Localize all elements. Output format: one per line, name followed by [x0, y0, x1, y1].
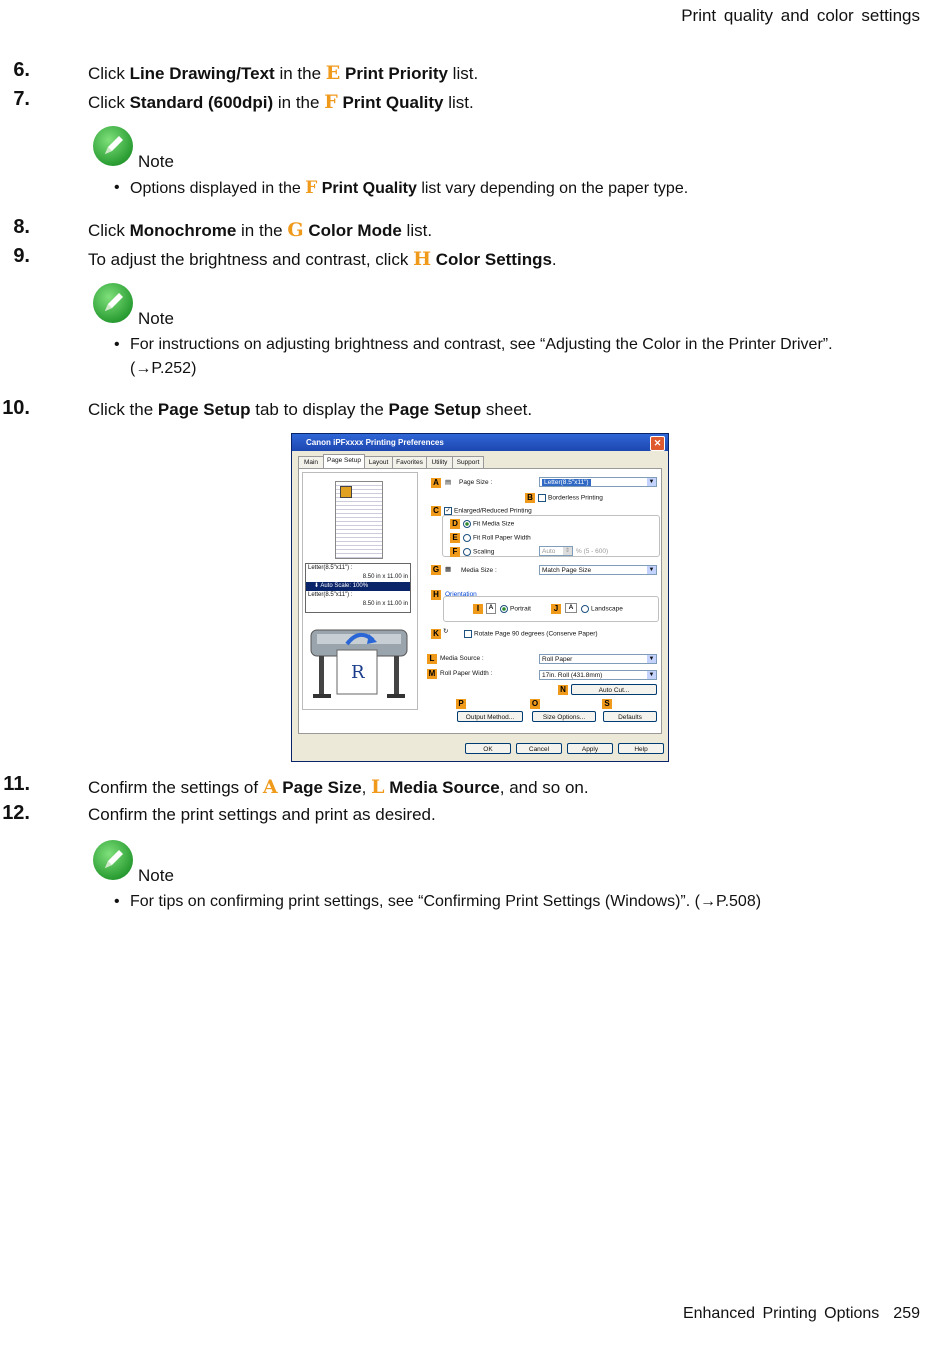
- down-arrow-icon: ⬇: [314, 583, 320, 589]
- callout-g: G: [432, 565, 440, 574]
- tab-page-setup[interactable]: Page Setup: [323, 454, 365, 468]
- callout-h: H: [431, 590, 441, 600]
- chevron-down-icon: ▼: [648, 656, 655, 662]
- callout-o: O: [531, 699, 539, 708]
- tab-main[interactable]: Main: [298, 456, 324, 468]
- note-pencil-icon: [93, 283, 133, 323]
- callout-n: N: [558, 685, 568, 695]
- note-label: Note: [138, 152, 174, 171]
- scaling-range: % (5 - 600): [576, 548, 609, 555]
- printer-illustration-icon: [307, 620, 411, 704]
- preview-pane: [302, 472, 418, 710]
- media-source-select[interactable]: Roll Paper ▼: [539, 654, 657, 664]
- landscape-icon: A: [565, 603, 577, 613]
- callout-k: K: [431, 629, 441, 639]
- svg-text:R: R: [351, 662, 365, 683]
- rotate-page-checkbox[interactable]: Rotate Page 90 degrees (Conserve Paper): [464, 630, 598, 638]
- step-number: 9.: [13, 245, 30, 267]
- enlarged-reduced-checkbox[interactable]: ✓ Enlarged/Reduced Printing: [445, 507, 532, 515]
- portrait-icon: A: [486, 603, 496, 614]
- step-number: 10.: [2, 397, 30, 419]
- auto-scale-row: ⬇ Auto Scale: 100%: [306, 582, 410, 591]
- auto-cut-button[interactable]: Auto Cut...: [571, 684, 657, 695]
- printing-preferences-dialog: [291, 433, 669, 762]
- key-letter: A: [262, 776, 278, 798]
- cancel-button[interactable]: Cancel: [516, 743, 562, 754]
- ok-button[interactable]: OK: [465, 743, 511, 754]
- chevron-down-icon: ▼: [648, 567, 655, 573]
- tab-support[interactable]: Support: [452, 456, 484, 468]
- page-size-label: Page Size :: [459, 479, 493, 486]
- scaling-input[interactable]: Auto ⇕: [539, 546, 573, 556]
- preview-info-box: Letter(8.5"x11") : 8.50 in x 11.00 in ⬇ Auto Scale: 100% Letter(8.5"x11") : 8.50 in x 11.00 in: [305, 563, 411, 613]
- chevron-down-icon: ▼: [648, 672, 655, 678]
- callout-c: C: [431, 506, 441, 516]
- footer-section: Enhanced Printing Options: [682, 1305, 880, 1322]
- callout-s: S: [602, 699, 612, 709]
- key-letter: H: [413, 248, 432, 270]
- dialog-title: Canon iPFxxxx Printing Preferences: [306, 438, 444, 447]
- callout-j: J: [551, 604, 561, 614]
- callout-a: A: [431, 478, 441, 488]
- help-button[interactable]: Help: [618, 743, 664, 754]
- size-options-button[interactable]: Size Options...: [532, 711, 596, 722]
- roll-width-select[interactable]: 17in. Roll (431.8mm) ▼: [539, 670, 657, 680]
- running-footer: [683, 1305, 920, 1323]
- step-text: Confirm the print settings and print as desired.: [88, 805, 436, 824]
- step-text: Click Line Drawing/Text in the E Print Priority list.: [88, 62, 479, 84]
- step-text: Confirm the settings of A Page Size, L Media Source, and so on.: [88, 776, 589, 798]
- callout-f: F: [450, 547, 460, 557]
- fit-media-size-radio[interactable]: Fit Media Size: [463, 520, 514, 528]
- callout-b: B: [525, 493, 535, 503]
- tab-favorites[interactable]: Favorites: [392, 456, 427, 468]
- page-number: 259: [893, 1305, 920, 1322]
- step-number: 12.: [2, 802, 30, 824]
- page-size-icon: ▤: [445, 479, 452, 486]
- portrait-radio[interactable]: Portrait: [500, 605, 531, 613]
- step-text: Click Standard (600dpi) in the F Print Quality list.: [88, 91, 474, 113]
- rotate-page-icon: ↻: [443, 628, 449, 635]
- landscape-radio[interactable]: Landscape: [581, 605, 623, 613]
- step-number: 7.: [13, 88, 30, 110]
- page-preview-image: [335, 481, 383, 559]
- preview-thumbnail: [340, 486, 352, 498]
- apply-button[interactable]: Apply: [567, 743, 613, 754]
- close-icon[interactable]: ✕: [650, 436, 665, 451]
- media-size-label: Media Size :: [461, 567, 497, 574]
- step-number: 6.: [13, 59, 30, 81]
- dialog-title-bar: [292, 434, 668, 451]
- callout-l: L: [427, 654, 437, 664]
- orientation-label: Orientation: [445, 591, 477, 598]
- step-text: To adjust the brightness and contrast, click H Color Settings.: [88, 248, 557, 270]
- key-letter: E: [325, 62, 341, 84]
- key-letter: F: [324, 91, 338, 113]
- key-letter: G: [287, 219, 304, 241]
- defaults-button[interactable]: Defaults: [603, 711, 657, 722]
- page-setup-sheet: [298, 468, 662, 734]
- media-size-select[interactable]: Match Page Size ▼: [539, 565, 657, 575]
- note-pencil-icon: [93, 840, 133, 880]
- roll-width-label: Roll Paper Width :: [440, 670, 493, 677]
- step-number: 11.: [3, 773, 30, 795]
- step-text: Click the Page Setup tab to display the Page Setup sheet.: [88, 400, 533, 419]
- fit-roll-width-radio[interactable]: Fit Roll Paper Width: [463, 534, 531, 542]
- step-number: 8.: [13, 216, 30, 238]
- page-size-select[interactable]: Letter(8.5"x11") ▼: [539, 477, 657, 487]
- callout-m: M: [428, 669, 436, 678]
- media-size-icon: ▦: [445, 566, 452, 573]
- running-header: Print quality and color settings: [681, 6, 920, 25]
- tab-layout[interactable]: Layout: [364, 456, 393, 468]
- step-text: Click Monochrome in the G Color Mode list.: [88, 219, 433, 241]
- tab-utility[interactable]: Utility: [426, 456, 453, 468]
- output-method-button[interactable]: Output Method...: [457, 711, 523, 722]
- key-letter: L: [371, 776, 385, 798]
- scaling-radio[interactable]: Scaling: [463, 548, 494, 556]
- media-source-label: Media Source :: [440, 655, 484, 662]
- callout-d: D: [450, 519, 460, 529]
- note-pencil-icon: [93, 126, 133, 166]
- chevron-down-icon: ▼: [648, 479, 655, 485]
- callout-e: E: [450, 533, 460, 543]
- note-label: Note: [138, 866, 174, 885]
- callout-i: I: [473, 604, 483, 614]
- note-label: Note: [138, 309, 174, 328]
- callout-p: P: [456, 699, 466, 709]
- borderless-checkbox[interactable]: Borderless Printing: [538, 494, 603, 502]
